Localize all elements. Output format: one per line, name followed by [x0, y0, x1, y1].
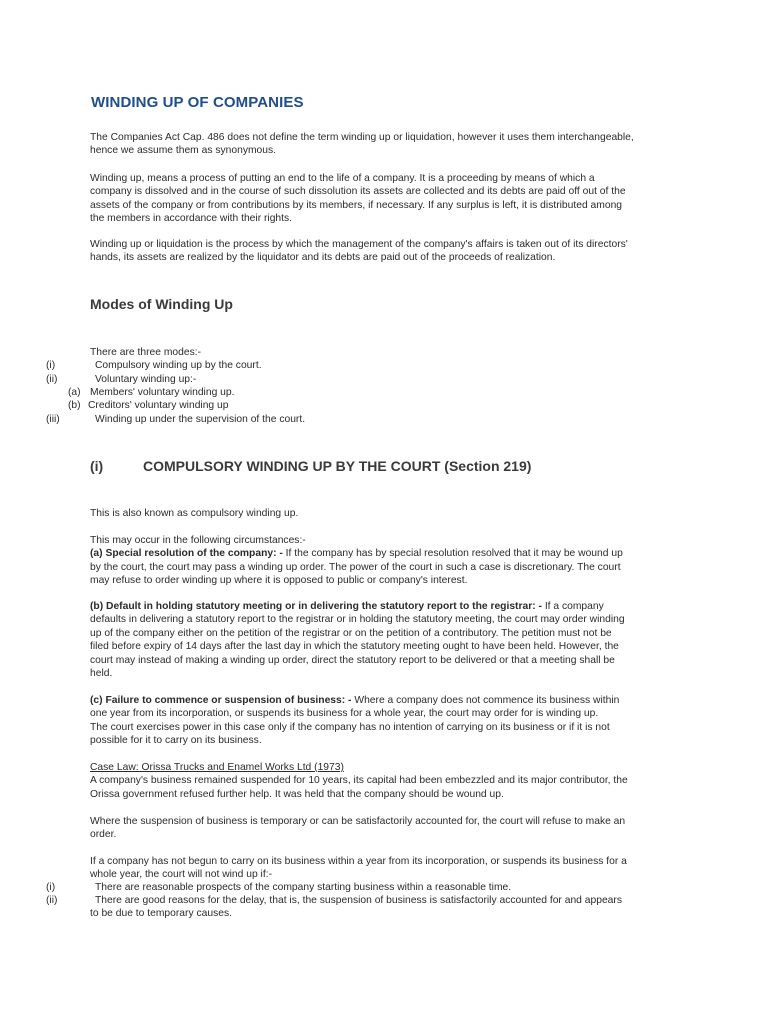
- text-line: whole year, the court will not wind up if:-: [90, 869, 273, 881]
- mode-text: Winding up under the supervision of the court.: [95, 414, 306, 425]
- mode-num: (i): [46, 360, 56, 371]
- text-span: If the company has by special resolution resolved that it may be wound up: [282, 548, 623, 560]
- circumstance-a: [90, 534, 623, 588]
- condition-num: (ii): [46, 895, 58, 906]
- section-title: COMPULSORY WINDING UP BY THE COURT (Section 219): [143, 458, 532, 474]
- text-line: Winding up, means a process of putting an end to the life of a company. It is a proceeding by means of which a: [90, 173, 595, 184]
- circumstances-lead: This may occur in the following circumstances:-: [90, 535, 306, 546]
- mode-num: (a): [68, 387, 81, 398]
- text-line: assets of the company or from contributions by its members, if necessary. If any surplus is left, it is distributed among: [90, 199, 623, 211]
- mode-text: Members' voluntary winding up.: [90, 387, 235, 398]
- text-line: The Companies Act Cap. 486 does not define the term winding up or liquidation, however it uses them interchangeable,: [90, 132, 634, 143]
- text-line: hence we assume them as synonymous.: [90, 145, 277, 157]
- mode-text: Compulsory winding up by the court.: [95, 360, 262, 371]
- condition-text: There are reasonable prospects of the company starting business within a reasonable time.: [95, 882, 512, 893]
- text-span: If a company: [541, 601, 604, 612]
- text-line: Orissa government refused further help. It was held that the company should be wound up.: [90, 788, 504, 800]
- circumstance-label: (b) Default in holding statutory meeting or in delivering the statutory report to the registrar: -: [90, 601, 542, 612]
- intro-paragraph-1: [90, 131, 634, 158]
- case-law: [90, 761, 628, 801]
- text-line: [90, 547, 623, 560]
- mode-num: (ii): [46, 374, 58, 385]
- text-line: defaults in delivering a statutory report to the registrar or in holding the statutory meeting, the court may order winding: [90, 614, 625, 626]
- mode-text: Creditors' voluntary winding up: [88, 400, 229, 411]
- circumstance-c: [90, 694, 619, 748]
- not-begun-paragraph: [90, 855, 627, 882]
- text-line: one year from its incorporation, or suspends its business for a whole year, the court may order for is winding up.: [90, 708, 599, 720]
- condition-text: [90, 894, 622, 921]
- text-line: There are good reasons for the delay, that is, the suspension of business is satisfactorily accounted for and appears: [95, 895, 622, 906]
- text-line: the members in accordance with their rights.: [90, 213, 293, 225]
- text-line: court may instead of making a winding up order, direct the statutory report to be delivered or that a meeting shall be: [90, 654, 615, 666]
- text-line: possible for it to carry on its business.: [90, 735, 262, 747]
- text-line: company is dissolved and in the course of such dissolution its assets are collected and its debts are paid off out of the: [90, 186, 626, 198]
- text-line: to be due to temporary causes.: [90, 908, 232, 920]
- section-number: (i): [90, 458, 104, 474]
- mode-num: (b): [68, 400, 81, 411]
- text-line: hands, its assets are realized by the liquidator and its debts are paid out of the proceeds of realization.: [90, 252, 556, 264]
- text-line: up of the company either on the petition of the registrar or on the petition of a contributory. The petition must not be: [90, 627, 612, 639]
- text-line: held.: [90, 668, 113, 680]
- circumstance-label: (c) Failure to commence or suspension of business: -: [90, 695, 352, 706]
- text-line: may refuse to order winding up where it is opposed to public or company's interest.: [90, 575, 468, 587]
- modes-lead: There are three modes:-: [90, 347, 202, 358]
- text-line: order.: [90, 829, 117, 841]
- text-line: Where the suspension of business is temporary or can be satisfactorily accounted for, the court will refuse to make an: [90, 816, 626, 827]
- text-span: Where a company does not commence its business within: [351, 695, 620, 706]
- case-law-title: Case Law: Orissa Trucks and Enamel Works Ltd (1973): [90, 762, 344, 773]
- text-line: If a company has not begun to carry on its business within a year from its incorporation, or suspends its business for a: [90, 856, 627, 867]
- text-line: filed before expiry of 14 days after the last day in which the statutory meeting ought to have been held. However, the: [90, 641, 619, 653]
- condition-num: (i): [46, 882, 56, 893]
- intro-paragraph-2: [90, 172, 626, 226]
- modes-heading: Modes of Winding Up: [90, 296, 233, 312]
- text-line: by the court, the court may pass a winding up order. The power of the court in such a case is discretionary. The court: [90, 561, 621, 573]
- intro-paragraph-3: [90, 238, 628, 265]
- page-title: WINDING UP OF COMPANIES: [91, 94, 304, 111]
- mode-text: Voluntary winding up:-: [95, 374, 197, 385]
- circumstance-label: (a) Special resolution of the company: -: [90, 548, 283, 560]
- text-line: [90, 694, 619, 707]
- section-known: This is also known as compulsory winding up.: [90, 508, 299, 519]
- text-line: The court exercises power in this case only if the company has no intention of carrying on its business or if it is not: [90, 721, 610, 733]
- text-line: Winding up or liquidation is the process by which the management of the company's affairs is taken out of its directors': [90, 239, 628, 250]
- mode-num: (iii): [46, 414, 60, 425]
- text-line: [90, 600, 625, 613]
- temporary-suspension-paragraph: [90, 815, 625, 842]
- text-line: A company's business remained suspended for 10 years, its capital had been embezzled and its major contributor, the: [90, 775, 628, 787]
- circumstance-b: [90, 600, 625, 680]
